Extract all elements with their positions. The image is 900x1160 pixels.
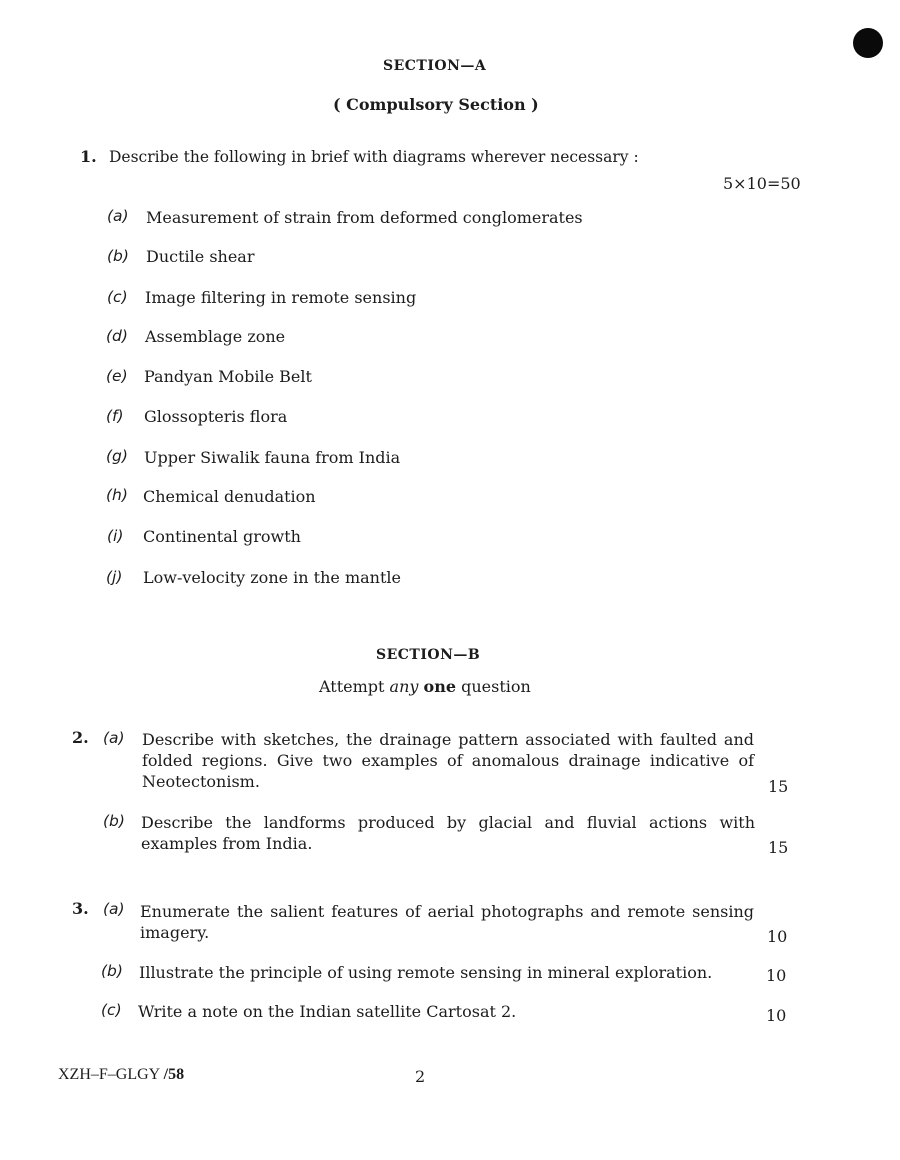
part-text: Enumerate the salient features of aerial photographs and remote sensing imagery.: [140, 902, 754, 942]
part-text: Glossopteris flora: [144, 407, 288, 426]
part-label: (b): [103, 812, 125, 830]
part-text: Describe with sketches, the drainage pattern associated with faulted and folded regions. Give two examples of anomalous drainage indicative of Neotectonism.: [142, 730, 754, 791]
part-text: Illustrate the principle of using remote sensing in mineral exploration.: [139, 963, 713, 982]
question-marks: 5×10=50: [723, 174, 801, 193]
question-number: 3.: [72, 899, 89, 918]
part-label: (c): [101, 1001, 122, 1019]
part-label: (a): [103, 900, 125, 918]
question-stem: Describe the following in brief with diagrams wherever necessary :: [109, 148, 639, 166]
part-marks: 15: [768, 777, 789, 796]
section-b-title: SECTION—B: [376, 647, 481, 663]
part-label: (b): [101, 962, 123, 980]
part-text: Pandyan Mobile Belt: [144, 367, 312, 386]
part-label: (h): [106, 486, 128, 504]
part-label: (g): [106, 447, 128, 465]
section-b-instruction: Attempt any one question: [319, 677, 531, 696]
part-label: (j): [106, 568, 123, 586]
question-number: 1.: [80, 147, 97, 166]
part-text: Describe the landforms produced by glacial and fluvial actions with examples from India.: [141, 813, 755, 853]
part-label: (a): [107, 207, 129, 225]
part-marks: 15: [768, 838, 789, 857]
question-number: 2.: [72, 728, 89, 747]
page-number: 2: [415, 1067, 426, 1086]
part-marks: 10: [766, 1006, 787, 1025]
part-label: (b): [107, 247, 129, 265]
part-text: Assemblage zone: [145, 327, 286, 346]
part-label: (e): [106, 367, 128, 385]
part-text: Image filtering in remote sensing: [145, 288, 417, 307]
part-text: Measurement of strain from deformed conglomerates: [146, 208, 583, 227]
punch-hole-mark: [853, 28, 883, 58]
part-marks: 10: [767, 927, 788, 946]
part-label: (a): [103, 729, 125, 747]
part-text: Write a note on the Indian satellite Cartosat 2.: [138, 1002, 517, 1021]
part-label: (f): [106, 407, 124, 425]
part-marks: 10: [766, 966, 787, 985]
part-text: Upper Siwalik fauna from India: [144, 448, 401, 467]
part-text: Ductile shear: [146, 247, 255, 266]
part-label: (d): [106, 327, 128, 345]
paper-code: XZH–F–GLGY /58: [58, 1066, 185, 1083]
section-a-title: SECTION—A: [383, 58, 487, 74]
part-text: Chemical denudation: [143, 487, 316, 506]
part-label: (c): [107, 288, 128, 306]
section-a-subtitle: ( Compulsory Section ): [333, 95, 539, 114]
part-text: Low-velocity zone in the mantle: [143, 568, 401, 587]
part-label: (i): [107, 527, 124, 545]
part-text: Continental growth: [143, 527, 301, 546]
